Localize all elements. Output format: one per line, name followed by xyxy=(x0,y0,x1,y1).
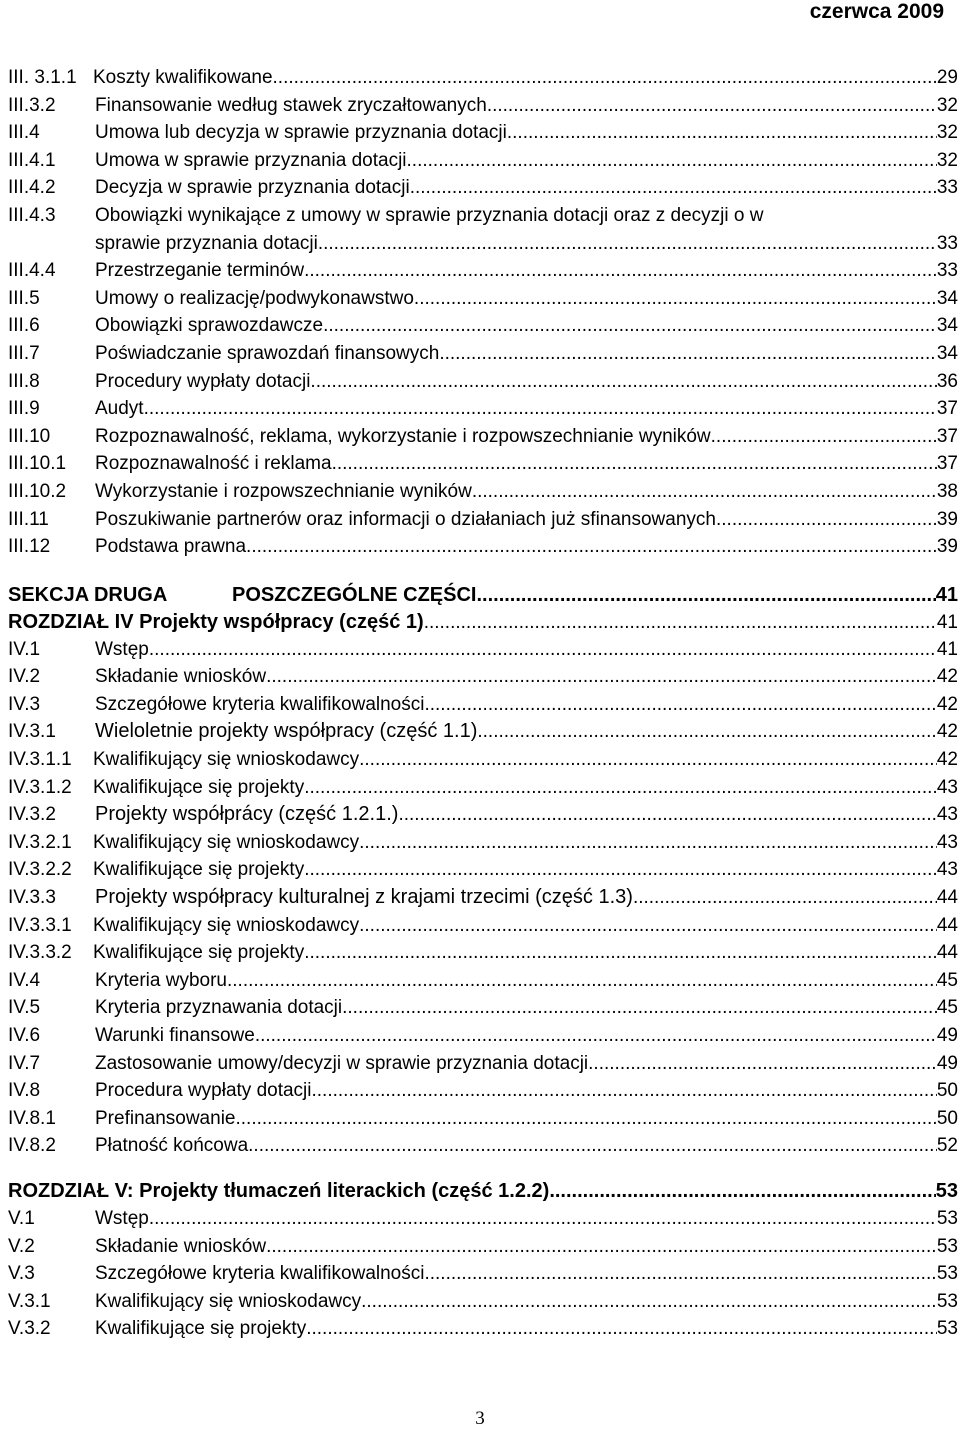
toc-title: Płatność końcowa xyxy=(95,1135,249,1157)
toc-leader xyxy=(359,912,937,940)
toc-leader xyxy=(304,856,937,884)
toc-entry[interactable] xyxy=(8,1233,958,1261)
toc-page: 41 xyxy=(936,638,958,660)
toc-title: ROZDZIAŁ V: Projekty tłumaczeń literackich (część 1.2.2) xyxy=(8,1179,550,1202)
toc-page: 37 xyxy=(936,453,958,475)
toc-number: III.8 xyxy=(8,370,40,392)
toc-entry[interactable] xyxy=(8,1205,958,1233)
toc-number: III.4.2 xyxy=(8,177,56,199)
toc-entry[interactable] xyxy=(8,856,958,884)
toc-leader xyxy=(472,478,937,506)
toc-entry[interactable] xyxy=(8,1022,958,1050)
toc-leader xyxy=(304,939,937,967)
toc-group-chapter-3 xyxy=(8,64,958,561)
toc-entry[interactable] xyxy=(8,533,958,561)
toc-page: 53 xyxy=(935,1179,958,1202)
toc-number: III.5 xyxy=(8,287,40,309)
toc-leader xyxy=(424,609,937,636)
toc-page: 36 xyxy=(936,370,958,392)
toc-number: IV.3.1.2 xyxy=(8,776,72,798)
toc-page: 41 xyxy=(935,583,958,606)
toc-leader xyxy=(332,450,937,478)
toc-leader xyxy=(476,581,935,609)
toc-entry[interactable] xyxy=(8,1132,958,1160)
toc-page: 42 xyxy=(936,749,958,771)
toc-entry[interactable] xyxy=(8,1288,958,1316)
toc-title: Kwalifikujący się wnioskodawcy xyxy=(93,831,360,853)
toc-page: 52 xyxy=(936,1135,958,1157)
toc-number: III.7 xyxy=(8,342,40,364)
toc-title: Wieloletnie projekty współpracy (część 1.1) xyxy=(95,720,478,743)
toc-entry[interactable] xyxy=(8,912,958,940)
toc-title: Obowiązki wynikające z umowy w sprawie przyznania dotacji oraz z decyzji o w xyxy=(95,204,764,226)
table-of-contents xyxy=(8,64,958,1343)
toc-leader xyxy=(241,1105,937,1133)
toc-entry[interactable] xyxy=(8,312,958,340)
toc-leader xyxy=(588,1050,937,1078)
toc-page: 39 xyxy=(936,508,958,530)
toc-leader xyxy=(549,1177,935,1205)
toc-title: Składanie wniosków xyxy=(95,666,267,688)
toc-number: III.11 xyxy=(8,508,49,530)
toc-entry[interactable] xyxy=(8,1105,958,1133)
toc-number: IV.3.1.1 xyxy=(8,749,72,771)
toc-title: Projekty współprácy (część 1.2.1.) xyxy=(95,803,399,826)
toc-page: 39 xyxy=(936,536,958,558)
toc-page: 43 xyxy=(936,804,958,826)
toc-page: 44 xyxy=(936,914,958,936)
toc-entry[interactable] xyxy=(8,202,958,257)
toc-leader xyxy=(318,230,937,258)
toc-page: 49 xyxy=(936,1025,958,1046)
toc-entry[interactable] xyxy=(8,450,958,478)
toc-group-chapter-4 xyxy=(8,636,958,1160)
toc-title: Poszukiwanie partnerów oraz informacji o działaniach już sfinansowanych xyxy=(95,508,716,530)
header-date: czerwca 2009 xyxy=(809,0,944,23)
toc-entry[interactable] xyxy=(8,1077,958,1105)
toc-title: Wykorzystanie i rozpowszechnianie wyników xyxy=(95,480,472,502)
toc-leader xyxy=(633,884,937,912)
toc-entry[interactable] xyxy=(8,340,958,368)
toc-title: Kwalifikujące się projekty xyxy=(93,776,305,798)
toc-number: IV.3.2 xyxy=(8,804,56,826)
toc-page: 32 xyxy=(936,94,958,116)
toc-leader xyxy=(149,636,937,664)
toc-page: 42 xyxy=(936,666,958,688)
toc-leader xyxy=(711,423,937,451)
toc-title: Audyt xyxy=(95,398,144,420)
toc-number: III. 3.1.1 xyxy=(8,67,77,88)
toc-number: IV.8 xyxy=(8,1080,41,1102)
toc-number: III.4.4 xyxy=(8,260,56,282)
toc-page: 43 xyxy=(936,859,958,881)
toc-title: Przestrzeganie terminów xyxy=(95,260,305,282)
toc-title: Kryteria wyboru xyxy=(95,969,227,991)
toc-number: IV.1 xyxy=(8,638,41,660)
toc-title: Procedura wypłaty dotacji xyxy=(95,1080,312,1102)
toc-entry[interactable] xyxy=(8,663,958,691)
toc-page: 41 xyxy=(936,611,958,633)
toc-number: III.12 xyxy=(8,536,51,558)
toc-title: Kwalifikujący się wnioskodawcy xyxy=(95,1290,362,1312)
toc-number: III.6 xyxy=(8,315,40,337)
toc-number: IV.3 xyxy=(8,693,41,715)
toc-page: 43 xyxy=(936,776,958,798)
toc-page: 34 xyxy=(936,315,958,337)
toc-leader xyxy=(439,340,937,368)
toc-title: Kwalifikujący się wnioskodawcy xyxy=(93,749,360,771)
toc-title: Kwalifikujące się projekty xyxy=(93,859,305,881)
toc-entry[interactable] xyxy=(8,368,958,396)
toc-leader xyxy=(407,147,937,175)
toc-leader xyxy=(227,967,937,995)
toc-title: Kwalifikujący się wnioskodawcy xyxy=(93,914,360,936)
toc-title: Rozpoznawalność i reklama xyxy=(95,453,332,475)
toc-page: 53 xyxy=(936,1207,958,1229)
toc-group-chapter-5 xyxy=(8,1205,958,1343)
toc-number: V.3 xyxy=(8,1263,35,1285)
toc-page: 32 xyxy=(936,122,958,144)
toc-page: 50 xyxy=(936,1080,958,1102)
toc-entry[interactable] xyxy=(8,119,958,147)
toc-page: 37 xyxy=(936,425,958,447)
toc-entry[interactable] xyxy=(8,1050,958,1078)
toc-entry[interactable] xyxy=(8,994,958,1022)
toc-entry[interactable] xyxy=(8,718,958,746)
toc-page: 53 xyxy=(936,1235,958,1257)
toc-number: SEKCJA DRUGA xyxy=(8,583,168,606)
toc-number: V.3.1 xyxy=(8,1290,51,1312)
toc-entry[interactable] xyxy=(8,92,958,120)
toc-title: Kwalifikujące się projekty xyxy=(93,942,305,964)
toc-title: Projekty współpracy kulturalnej z krajami trzecimi (część 1.3) xyxy=(95,886,633,909)
toc-leader xyxy=(487,92,937,120)
toc-entry[interactable] xyxy=(8,829,958,857)
toc-page: 45 xyxy=(936,997,958,1019)
toc-page: 32 xyxy=(936,149,958,171)
toc-page: 53 xyxy=(936,1318,958,1340)
toc-entry[interactable] xyxy=(8,285,958,313)
toc-page: 53 xyxy=(936,1290,958,1312)
toc-title: Wstęp xyxy=(95,1207,149,1229)
toc-leader xyxy=(398,801,936,829)
toc-title: POSZCZEGÓLNE CZĘŚCI xyxy=(232,583,477,606)
toc-page: 44 xyxy=(936,942,958,964)
toc-leader xyxy=(359,829,937,857)
toc-chapter-4[interactable] xyxy=(8,609,958,636)
toc-page: 50 xyxy=(936,1107,958,1129)
toc-leader xyxy=(255,1022,937,1050)
toc-number: IV.3.3 xyxy=(8,887,56,909)
toc-leader xyxy=(306,1315,937,1343)
toc-page: 38 xyxy=(936,480,958,502)
toc-title: Szczegółowe kryteria kwalifikowalności xyxy=(95,693,425,715)
toc-title: Szczegółowe kryteria kwalifikowalności xyxy=(95,1263,425,1285)
toc-entry[interactable] xyxy=(8,884,958,912)
toc-leader xyxy=(144,395,937,423)
toc-entry[interactable] xyxy=(8,257,958,285)
toc-title: ROZDZIAŁ IV Projekty współpracy (część 1) xyxy=(8,610,424,633)
toc-page: 33 xyxy=(936,260,958,282)
toc-leader xyxy=(414,285,937,313)
toc-leader xyxy=(512,119,937,147)
toc-chapter-5[interactable] xyxy=(8,1177,958,1205)
toc-page: 33 xyxy=(936,232,958,254)
toc-leader xyxy=(424,691,936,719)
toc-page: 34 xyxy=(936,287,958,309)
toc-number: IV.3.3.1 xyxy=(8,914,72,936)
toc-leader xyxy=(266,663,937,691)
toc-leader xyxy=(323,312,937,340)
toc-page: 49 xyxy=(936,1052,958,1074)
toc-leader xyxy=(149,1205,937,1233)
toc-leader xyxy=(424,1260,936,1288)
toc-title: Prefinansowanie. xyxy=(95,1107,241,1129)
toc-title: Podstawa prawna xyxy=(95,536,247,558)
toc-title: Umowa w sprawie przyznania dotacji xyxy=(95,149,407,171)
toc-number: III.10 xyxy=(8,425,51,447)
toc-title: Składanie wniosków xyxy=(95,1235,267,1257)
toc-number: V.1 xyxy=(8,1207,35,1229)
toc-page: 33 xyxy=(936,177,958,199)
toc-entry[interactable] xyxy=(8,774,958,802)
toc-number: III.10.2 xyxy=(8,480,67,502)
toc-entry[interactable] xyxy=(8,746,958,774)
toc-title: Decyzja w sprawie przyznania dotacji xyxy=(95,177,410,199)
toc-number: V.2 xyxy=(8,1235,35,1257)
toc-leader xyxy=(316,368,937,396)
toc-title: Poświadczanie sprawozdań finansowych xyxy=(95,342,440,364)
toc-number: IV.3.2.2 xyxy=(8,859,72,881)
toc-number: IV.3.3.2 xyxy=(8,942,72,964)
toc-title: Umowy o realizację/podwykonawstwo xyxy=(95,287,414,309)
toc-page: 34 xyxy=(936,342,958,364)
toc-leader xyxy=(361,1288,937,1316)
toc-title: Koszty kwalifikowane xyxy=(93,67,273,88)
toc-number: III.4.3 xyxy=(8,204,56,226)
toc-title: Procedury wypłaty dotacji. xyxy=(95,370,316,392)
toc-number: III.4.1 xyxy=(8,149,56,171)
toc-title: Umowa lub decyzja w sprawie przyznania dotacji. xyxy=(95,122,513,144)
toc-number: IV.7 xyxy=(8,1052,41,1074)
toc-number: IV.4 xyxy=(8,969,41,991)
toc-entry[interactable] xyxy=(8,636,958,664)
toc-number: III.3.2 xyxy=(8,94,56,116)
toc-entry[interactable] xyxy=(8,1315,958,1343)
toc-number: IV.3.1 xyxy=(8,721,56,743)
toc-entry[interactable] xyxy=(8,1260,958,1288)
toc-page: 45 xyxy=(936,969,958,991)
toc-entry[interactable] xyxy=(8,506,958,534)
toc-entry[interactable] xyxy=(8,395,958,423)
toc-title: Wstęp xyxy=(95,638,149,660)
toc-leader xyxy=(347,994,936,1022)
toc-leader xyxy=(410,174,937,202)
toc-number: III.9 xyxy=(8,398,40,420)
toc-leader xyxy=(716,506,937,534)
toc-page: 42 xyxy=(936,693,958,715)
toc-leader xyxy=(477,718,936,746)
toc-leader xyxy=(312,1077,937,1105)
toc-number: IV.3.2.1 xyxy=(8,831,72,853)
toc-number: V.3.2 xyxy=(8,1318,51,1340)
toc-title: Rozpoznawalność, reklama, wykorzystanie i rozpowszechnianie wyników xyxy=(95,425,711,447)
toc-title: Kryteria przyznawania dotacji. xyxy=(95,997,348,1019)
toc-page: 42 xyxy=(936,721,958,743)
toc-title: Obowiązki sprawozdawcze xyxy=(95,315,324,337)
toc-page: 43 xyxy=(936,831,958,853)
toc-leader xyxy=(359,746,937,774)
toc-title: Warunki finansowe xyxy=(95,1025,255,1046)
toc-entry[interactable] xyxy=(8,967,958,995)
toc-leader xyxy=(304,774,937,802)
toc-leader xyxy=(246,533,937,561)
toc-section-2[interactable] xyxy=(8,581,958,609)
toc-title: Zastosowanie umowy/decyzji w sprawie przyznania dotacji xyxy=(95,1052,589,1074)
toc-entry[interactable] xyxy=(8,478,958,506)
toc-page: 44 xyxy=(936,887,958,909)
toc-entry[interactable] xyxy=(8,147,958,175)
toc-title: Finansowanie według stawek zryczałtowanych xyxy=(95,94,487,116)
toc-leader xyxy=(273,64,937,92)
toc-entry[interactable] xyxy=(8,64,958,92)
toc-entry[interactable] xyxy=(8,801,958,829)
toc-page: 29 xyxy=(936,67,958,88)
toc-title-continued: sprawie przyznania dotacji xyxy=(95,232,318,254)
toc-entry[interactable] xyxy=(8,939,958,967)
toc-page: 53 xyxy=(936,1263,958,1285)
toc-number: IV.5 xyxy=(8,997,41,1019)
toc-number: IV.6 xyxy=(8,1025,41,1046)
page-number: 3 xyxy=(475,1408,485,1429)
toc-leader xyxy=(248,1132,937,1160)
toc-page: 37 xyxy=(936,398,958,420)
toc-number: III.4 xyxy=(8,122,40,144)
toc-entry[interactable] xyxy=(8,691,958,719)
toc-number: IV.8.2 xyxy=(8,1135,56,1157)
toc-number: IV.8.1 xyxy=(8,1107,56,1129)
toc-number: III.10.1 xyxy=(8,453,67,475)
toc-entry[interactable] xyxy=(8,174,958,202)
toc-leader xyxy=(304,257,937,285)
toc-title: Kwalifikujące się projekty xyxy=(95,1318,307,1340)
toc-leader xyxy=(266,1233,937,1261)
toc-number: IV.2 xyxy=(8,666,41,688)
toc-entry[interactable] xyxy=(8,423,958,451)
